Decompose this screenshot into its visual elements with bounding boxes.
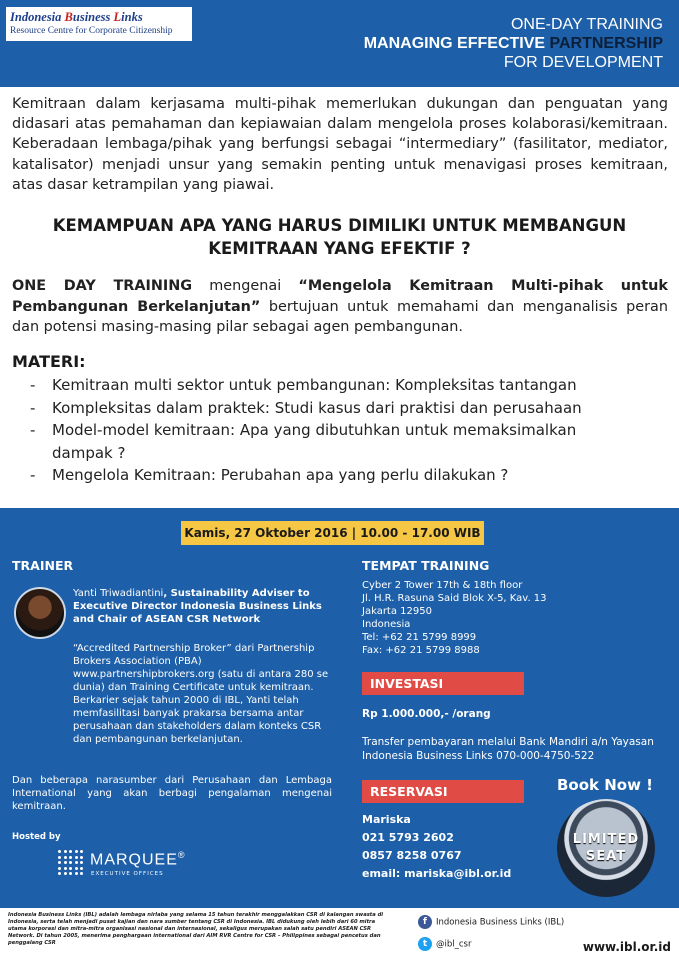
- reservasi-heading: RESERVASI: [362, 780, 524, 803]
- trainer-name-text: Yanti Triwadiantini: [73, 588, 164, 599]
- marquee-name: [90, 850, 186, 869]
- marquee-subtitle: EXECUTIVE OFFICES: [91, 871, 164, 877]
- contact-phone-office[interactable]: 021 5793 2602: [362, 831, 454, 844]
- registered-mark: ®: [177, 850, 186, 860]
- contact-name: Mariska: [362, 813, 411, 826]
- investasi-heading: INVESTASI: [362, 672, 524, 695]
- venue-heading: TEMPAT TRAINING: [362, 558, 490, 573]
- details-panel: [0, 508, 679, 908]
- event-title-line2-a: MANAGING EFFECTIVE: [363, 35, 550, 52]
- limited-seat-badge: [557, 799, 655, 897]
- key-question: [0, 214, 679, 260]
- trainer-role: , Sustainability Adviser to Executive Director Indonesia Business Links and Chair of ASEAN CSR Network: [73, 588, 322, 625]
- materi-item: - Kompleksitas dalam praktek: Studi kasus dari praktisi dan perusahaan: [30, 397, 630, 420]
- transfer-info: Transfer pembayaran melalui Bank Mandiri a/n Yayasan Indonesia Business Links 070-000-4750-522: [362, 736, 654, 762]
- marquee-logo: [58, 848, 208, 882]
- training-rest: bertujuan untuk memahami dan menganalisis peran dan potensi masing-masing pilar sebagai agen pembangunan.: [12, 298, 668, 335]
- website-link[interactable]: www.ibl.or.id: [582, 940, 671, 954]
- key-question-line1: KEMAMPUAN APA YANG HARUS DIMILIKI UNTUK MEMBANGUN: [52, 216, 627, 235]
- training-title: “Mengelola Kemitraan Multi-pihak untuk Pembangunan Berkelanjutan”: [12, 278, 668, 315]
- logo-letter-l: L: [113, 10, 122, 24]
- materi-heading: MATERI:: [12, 352, 86, 371]
- logo-letter-b: B: [64, 10, 73, 24]
- training-mid: mengenai: [192, 278, 299, 294]
- facebook-icon: f: [418, 915, 432, 929]
- logo-tagline: Resource Centre for Corporate Citizenship: [10, 26, 173, 36]
- facebook-label: Indonesia Business Links (IBL): [436, 917, 565, 928]
- logo-name: [10, 10, 188, 25]
- book-now-button[interactable]: Book Now !: [557, 776, 654, 794]
- materi-item: - Model-model kemitraan: Apa yang dibutuhkan untuk memaksimalkan dampak ?: [30, 419, 630, 464]
- event-title-line2: [364, 34, 663, 53]
- event-title-line1: ONE-DAY TRAINING: [510, 16, 663, 33]
- hosted-by-label: Hosted by: [12, 832, 61, 842]
- contact-phone-mobile[interactable]: 0857 8258 0767: [362, 849, 462, 862]
- training-description: [12, 276, 668, 338]
- event-title: [364, 15, 663, 72]
- reservation-contacts: [362, 811, 511, 883]
- venue-line: Jl. H.R. Rasuna Said Blok X-5, Kav. 13: [362, 593, 547, 604]
- contact-email[interactable]: email: mariska@ibl.or.id: [362, 867, 512, 880]
- event-title-line3: FOR DEVELOPMENT: [503, 54, 663, 71]
- venue-line: Jakarta 12950: [362, 606, 432, 617]
- price: Rp 1.000.000,- /orang: [362, 708, 491, 720]
- twitter-link[interactable]: [418, 937, 471, 951]
- venue-fax: Fax: +62 21 5799 8988: [362, 645, 480, 656]
- venue-line: Indonesia: [362, 619, 411, 630]
- twitter-label: @ibl_csr: [436, 939, 472, 950]
- trainer-bio: “Accredited Partnership Broker” dari Partnership Brokers Association (PBA) www.partnershipbrokers.org (satu di antara 280 se dunia) dan Training Certificate untuk kemitraan. Berkarier sejak tahun 2000 di IBL, Yanti telah memfasilitasi banyak prakarsa bersama antar perusahaan dan stakeholders dalam konteks CSR dan pembangunan berkelanjutan.: [73, 643, 329, 745]
- venue-address: [362, 579, 662, 657]
- materi-item: - Kemitraan multi sektor untuk pembangunan: Kompleksitas tantangan: [30, 374, 630, 397]
- venue-line: Cyber 2 Tower 17th & 18th floor: [362, 580, 523, 591]
- limited-seat-line1: LIMITED: [572, 832, 640, 847]
- logo-text-b: usiness: [72, 10, 114, 24]
- limited-seat-line2: SEAT: [585, 849, 627, 864]
- facebook-link[interactable]: [418, 915, 564, 929]
- venue-phone: Tel: +62 21 5799 8999: [362, 632, 477, 643]
- trainer-name: [73, 587, 335, 626]
- date-time-badge: Kamis, 27 Oktober 2016 | 10.00 - 17.00 WIB: [181, 521, 484, 545]
- logo-text-c: inks: [121, 10, 143, 24]
- materi-list: [30, 374, 630, 487]
- marquee-dots-icon: [58, 850, 84, 876]
- footer-about-ibl: Indonesia Business Links (IBL) adalah lembaga nirlaba yang selama 15 tahun terakhir menggalakkan CSR di kalangan swasta di Indonesia, serta telah menjadi pusat kajian dan nara sumber tentang CSR di Indonesia. IBL didukung oleh lebih dari 60 mitra utama korporasi dan mitra-mitra organisasi nasional dan internasional, sekaligus merupakan salah satu pendiri ASEAN CSR Network. Di tahun 2005, menerima penghargaan international dari AIM RVR Centre for CSR – Philippines sebagai pencetus dan penggalang CSR: [8, 912, 384, 946]
- marquee-name-text: MARQUEE: [90, 851, 178, 869]
- training-lead: ONE DAY TRAINING: [12, 278, 193, 294]
- header-banner: [0, 0, 679, 87]
- logo-text-a: Indonesia: [10, 10, 65, 24]
- ibl-logo: [6, 7, 192, 41]
- trainer-heading: TRAINER: [12, 558, 74, 573]
- other-speakers-note: Dan beberapa narasumber dari Perusahaan dan Lembaga International yang akan berbagi pengalaman mengenai kemitraan.: [12, 775, 332, 812]
- twitter-icon: t: [418, 937, 432, 951]
- trainer-photo: [14, 587, 66, 639]
- event-title-line2-b: PARTNERSHIP: [549, 35, 663, 52]
- intro-paragraph: Kemitraan dalam kerjasama multi-pihak memerlukan dukungan dan penguatan yang didasari atas pemahaman dan kepiawaian dalam mengelola proses kolaborasi/kemitraan. Keberadaan lembaga/pihak yang berfungsi sebagai “intermediary” (fasilitator, mediator, katalisator) menjadi unsur yang semakin penting untuk menavigasi proses kemitraan, atas dasar ketrampilan yang piawai.: [12, 96, 668, 193]
- key-question-line2: KEMITRAAN YANG EFEKTIF ?: [208, 239, 471, 258]
- materi-item: - Mengelola Kemitraan: Perubahan apa yang perlu dilakukan ?: [30, 464, 630, 487]
